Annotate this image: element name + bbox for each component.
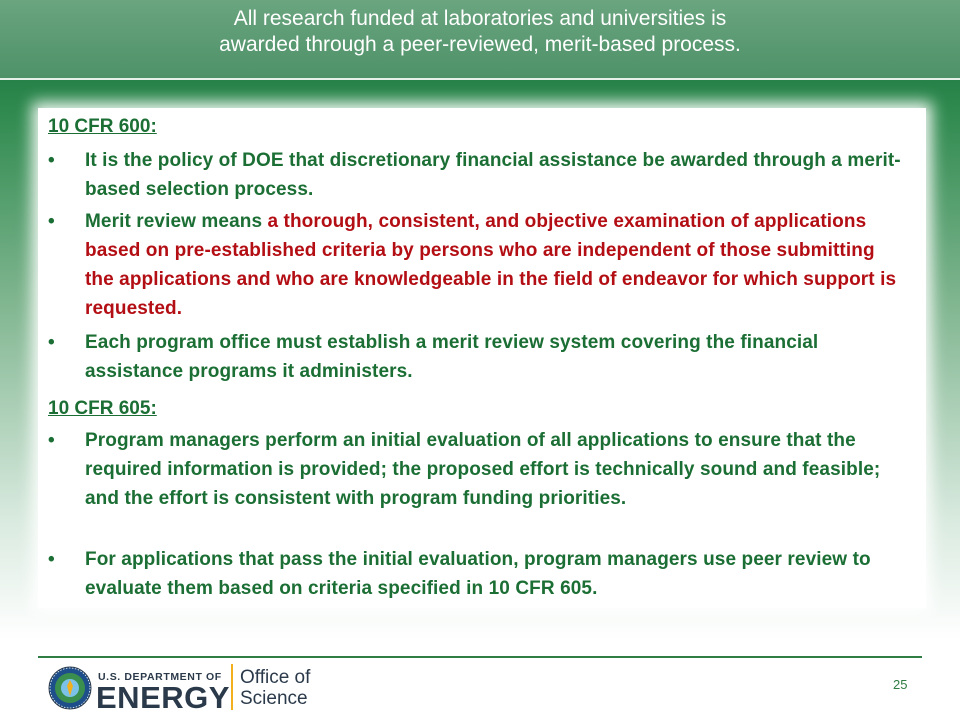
office-line-1: Office of: [240, 667, 311, 688]
section-heading-cfr-600: 10 CFR 600:: [48, 116, 157, 137]
office-line-2: Science: [240, 688, 308, 709]
bullet-text-highlight: a thorough, consistent, and objective examination of applications based on pre-established criteria by persons who are independent of those submitting the applications and who are knowledgeable in the field of endeavor for which support is requested.: [85, 211, 897, 319]
content-panel: [38, 108, 926, 608]
bullet-text-plain: It is the policy of DOE that discretionary financial assistance be awarded through a merit-based selection process.: [85, 150, 901, 200]
bullet-text-plain: For applications that pass the initial evaluation, program managers use peer review to evaluate them based on criteria specified in 10 CFR 605.: [85, 549, 871, 599]
bullet-text: [85, 146, 908, 204]
slide-title-line-2: awarded through a peer-reviewed, merit-based process.: [219, 33, 741, 56]
bullet-item: [48, 146, 908, 204]
bullet-text-plain: Merit review means: [85, 211, 268, 232]
logo-department-text: U.S. DEPARTMENT OF: [98, 671, 222, 683]
bullet-text: [85, 426, 908, 513]
page-number: 25: [893, 677, 908, 692]
section-heading-cfr-605: 10 CFR 605:: [48, 398, 157, 419]
title-bar: [0, 0, 960, 80]
bullet-text: [85, 328, 908, 386]
slide-title: [219, 6, 741, 58]
bullet-marker: •: [48, 430, 55, 451]
bullet-text: [85, 207, 908, 323]
office-of-science-text: [240, 667, 310, 709]
footer-divider: [38, 656, 922, 658]
logo-divider: [231, 664, 233, 710]
bullet-text-plain: Each program office must establish a merit review system covering the financial assistance programs it administers.: [85, 332, 819, 382]
bullet-marker: •: [48, 211, 55, 232]
bullet-marker: •: [48, 332, 55, 353]
logo-energy-text: ENERGY: [96, 680, 230, 715]
bullet-item: [48, 328, 908, 386]
bullet-item: [48, 545, 908, 603]
slide-title-line-1: All research funded at laboratories and universities is: [233, 7, 727, 30]
doe-seal-icon: [48, 666, 92, 710]
bullet-item: [48, 426, 908, 513]
bullet-text-plain: Program managers perform an initial evaluation of all applications to ensure that the required information is provided; the proposed effort is technically sound and feasible; and the effort is consistent with program funding priorities.: [85, 430, 881, 509]
bullet-marker: •: [48, 549, 55, 570]
bullet-text: [85, 545, 908, 603]
bullet-item: [48, 207, 908, 323]
bullet-marker: •: [48, 150, 55, 171]
